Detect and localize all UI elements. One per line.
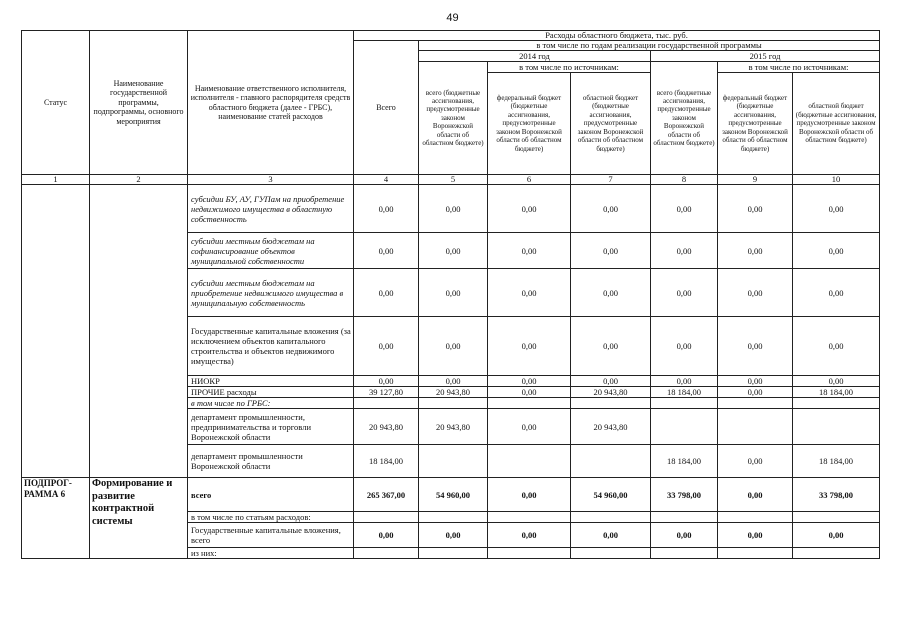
header-sources-2014: в том числе по источникам: bbox=[488, 62, 651, 73]
value-cell: 0,00 bbox=[488, 185, 571, 233]
column-number: 9 bbox=[718, 175, 793, 185]
table-row bbox=[22, 478, 880, 512]
row-name: всего bbox=[188, 478, 354, 512]
value-cell: 0,00 bbox=[488, 233, 571, 269]
value-cell: 0,00 bbox=[488, 478, 571, 512]
value-cell: 0,00 bbox=[354, 317, 419, 376]
value-cell: 0,00 bbox=[651, 269, 718, 317]
value-cell bbox=[354, 548, 419, 559]
value-cell bbox=[571, 512, 651, 523]
value-cell: 18 184,00 bbox=[354, 445, 419, 478]
row-name: департамент промышленности Воронежской области bbox=[188, 445, 354, 478]
value-cell bbox=[718, 512, 793, 523]
value-cell bbox=[354, 398, 419, 409]
value-cell bbox=[718, 548, 793, 559]
value-cell bbox=[651, 398, 718, 409]
value-cell: 0,00 bbox=[419, 233, 488, 269]
value-cell: 0,00 bbox=[651, 317, 718, 376]
value-cell: 0,00 bbox=[651, 185, 718, 233]
value-cell: 0,00 bbox=[571, 317, 651, 376]
row-name: Государственные капитальные вложения (за исключением объектов капитального строительства и объектов недвижимого имущества) bbox=[188, 317, 354, 376]
header-col7: областной бюджет (бюджетные ассигнования, предусмотренные законом Воронежской области об областном бюджете) bbox=[571, 73, 651, 175]
value-cell: 0,00 bbox=[354, 269, 419, 317]
value-cell: 0,00 bbox=[419, 317, 488, 376]
value-cell: 0,00 bbox=[571, 523, 651, 548]
value-cell bbox=[419, 445, 488, 478]
header-status: Статус bbox=[22, 31, 90, 175]
value-cell bbox=[488, 548, 571, 559]
value-cell: 0,00 bbox=[793, 185, 880, 233]
row-name: субсидии местным бюджетам на софинансирование объектов муниципальной собственности bbox=[188, 233, 354, 269]
table-row bbox=[22, 185, 880, 233]
program-cell-empty bbox=[90, 185, 188, 478]
value-cell bbox=[571, 548, 651, 559]
column-number: 6 bbox=[488, 175, 571, 185]
value-cell: 0,00 bbox=[718, 376, 793, 387]
value-cell bbox=[488, 445, 571, 478]
column-number: 7 bbox=[571, 175, 651, 185]
value-cell bbox=[419, 548, 488, 559]
value-cell bbox=[488, 398, 571, 409]
value-cell: 0,00 bbox=[793, 317, 880, 376]
value-cell: 0,00 bbox=[488, 269, 571, 317]
value-cell: 0,00 bbox=[718, 523, 793, 548]
budget-table bbox=[21, 30, 880, 559]
value-cell: 0,00 bbox=[718, 269, 793, 317]
value-cell bbox=[651, 548, 718, 559]
row-name: ПРОЧИЕ расходы bbox=[188, 387, 354, 398]
value-cell: 20 943,80 bbox=[571, 387, 651, 398]
value-cell: 18 184,00 bbox=[651, 445, 718, 478]
value-cell: 20 943,80 bbox=[571, 409, 651, 445]
value-cell: 0,00 bbox=[571, 233, 651, 269]
value-cell bbox=[793, 398, 880, 409]
column-number: 10 bbox=[793, 175, 880, 185]
value-cell: 0,00 bbox=[718, 387, 793, 398]
value-cell: 0,00 bbox=[488, 376, 571, 387]
value-cell: 0,00 bbox=[419, 376, 488, 387]
value-cell: 20 943,80 bbox=[419, 387, 488, 398]
value-cell: 265 367,00 bbox=[354, 478, 419, 512]
value-cell: 54 960,00 bbox=[571, 478, 651, 512]
value-cell: 0,00 bbox=[488, 523, 571, 548]
value-cell: 0,00 bbox=[793, 233, 880, 269]
value-cell: 0,00 bbox=[793, 269, 880, 317]
row-name: из них: bbox=[188, 548, 354, 559]
column-number: 3 bbox=[188, 175, 354, 185]
value-cell: 0,00 bbox=[354, 185, 419, 233]
row-name: департамент промышленности, предпринимательства и торговли Воронежской области bbox=[188, 409, 354, 445]
value-cell: 0,00 bbox=[718, 478, 793, 512]
column-number: 5 bbox=[419, 175, 488, 185]
header-sources-2015: в том числе по источникам: bbox=[718, 62, 880, 73]
value-cell: 33 798,00 bbox=[793, 478, 880, 512]
column-number: 2 bbox=[90, 175, 188, 185]
value-cell: 18 184,00 bbox=[651, 387, 718, 398]
row-name: субсидии БУ, АУ, ГУПам на приобретение недвижимого имущества в областную собственность bbox=[188, 185, 354, 233]
value-cell bbox=[651, 512, 718, 523]
value-cell bbox=[793, 512, 880, 523]
value-cell: 18 184,00 bbox=[793, 445, 880, 478]
value-cell bbox=[718, 409, 793, 445]
value-cell: 20 943,80 bbox=[354, 409, 419, 445]
value-cell: 0,00 bbox=[571, 185, 651, 233]
value-cell: 54 960,00 bbox=[419, 478, 488, 512]
value-cell: 0,00 bbox=[718, 317, 793, 376]
header-total: Всего bbox=[354, 41, 419, 175]
value-cell: 0,00 bbox=[419, 523, 488, 548]
value-cell: 0,00 bbox=[488, 409, 571, 445]
value-cell bbox=[354, 512, 419, 523]
row-name: в том числе по статьям расходов: bbox=[188, 512, 354, 523]
value-cell bbox=[718, 398, 793, 409]
page-number: 49 bbox=[446, 12, 459, 24]
value-cell: 0,00 bbox=[571, 376, 651, 387]
column-number: 4 bbox=[354, 175, 419, 185]
value-cell: 0,00 bbox=[354, 523, 419, 548]
header-col5: всего (бюджетные ассигнования, предусмотренные законом Воронежской области об областном бюджете) bbox=[419, 62, 488, 175]
value-cell bbox=[419, 512, 488, 523]
value-cell: 0,00 bbox=[488, 387, 571, 398]
value-cell bbox=[419, 398, 488, 409]
header-col6: федеральный бюджет (бюджетные ассигнования, предусмотренные законом Воронежской области об областном бюджете) bbox=[488, 73, 571, 175]
value-cell: 39 127,80 bbox=[354, 387, 419, 398]
value-cell: 0,00 bbox=[651, 376, 718, 387]
header-col8: всего (бюджетные ассигнования, предусмотренные законом Воронежской области об областном бюджете) bbox=[651, 62, 718, 175]
value-cell: 0,00 bbox=[718, 233, 793, 269]
header-year-2014: 2014 год bbox=[419, 51, 651, 62]
row-name: субсидии местным бюджетам на приобретение недвижимого имущества в муниципальную собственность bbox=[188, 269, 354, 317]
header-expenses: Расходы областного бюджета, тыс. руб. bbox=[354, 31, 880, 41]
value-cell: 0,00 bbox=[651, 233, 718, 269]
value-cell: 20 943,80 bbox=[419, 409, 488, 445]
value-cell: 0,00 bbox=[793, 376, 880, 387]
value-cell: 0,00 bbox=[793, 523, 880, 548]
column-number: 8 bbox=[651, 175, 718, 185]
value-cell bbox=[793, 409, 880, 445]
value-cell bbox=[793, 548, 880, 559]
value-cell bbox=[651, 409, 718, 445]
header-program-name: Наименование государственной программы, подпрограммы, основного мероприятия bbox=[90, 31, 188, 175]
row-name: Государственные капитальные вложения, всего bbox=[188, 523, 354, 548]
value-cell: 0,00 bbox=[354, 376, 419, 387]
header-executor: Наименование ответственного исполнителя, исполнителя - главного распорядителя средств областного бюджета (далее - ГРБС), наименование статей расходов bbox=[188, 31, 354, 175]
row-name: в том числе по ГРБС: bbox=[188, 398, 354, 409]
value-cell: 18 184,00 bbox=[793, 387, 880, 398]
status-cell-empty bbox=[22, 185, 90, 478]
value-cell: 0,00 bbox=[571, 269, 651, 317]
value-cell bbox=[488, 512, 571, 523]
header-by-years: в том числе по годам реализации государственной программы bbox=[419, 41, 880, 51]
header-year-2015: 2015 год bbox=[651, 51, 880, 62]
value-cell: 0,00 bbox=[419, 269, 488, 317]
value-cell: 0,00 bbox=[718, 185, 793, 233]
row-name: НИОКР bbox=[188, 376, 354, 387]
subprogram-status: ПОДПРОГ- РАММА 6 bbox=[22, 478, 90, 559]
value-cell bbox=[571, 445, 651, 478]
column-number: 1 bbox=[22, 175, 90, 185]
value-cell: 0,00 bbox=[718, 445, 793, 478]
value-cell: 0,00 bbox=[354, 233, 419, 269]
subprogram-name: Формирование и развитие контрактной системы bbox=[90, 478, 188, 559]
value-cell: 0,00 bbox=[488, 317, 571, 376]
value-cell: 0,00 bbox=[419, 185, 488, 233]
value-cell: 33 798,00 bbox=[651, 478, 718, 512]
value-cell: 0,00 bbox=[651, 523, 718, 548]
header-col10: областной бюджет (бюджетные ассигнования, предусмотренные законом Воронежской области об областном бюджете) bbox=[793, 73, 880, 175]
header-col9: федеральный бюджет (бюджетные ассигнования, предусмотренные законом Воронежской области об областном бюджете) bbox=[718, 73, 793, 175]
value-cell bbox=[571, 398, 651, 409]
